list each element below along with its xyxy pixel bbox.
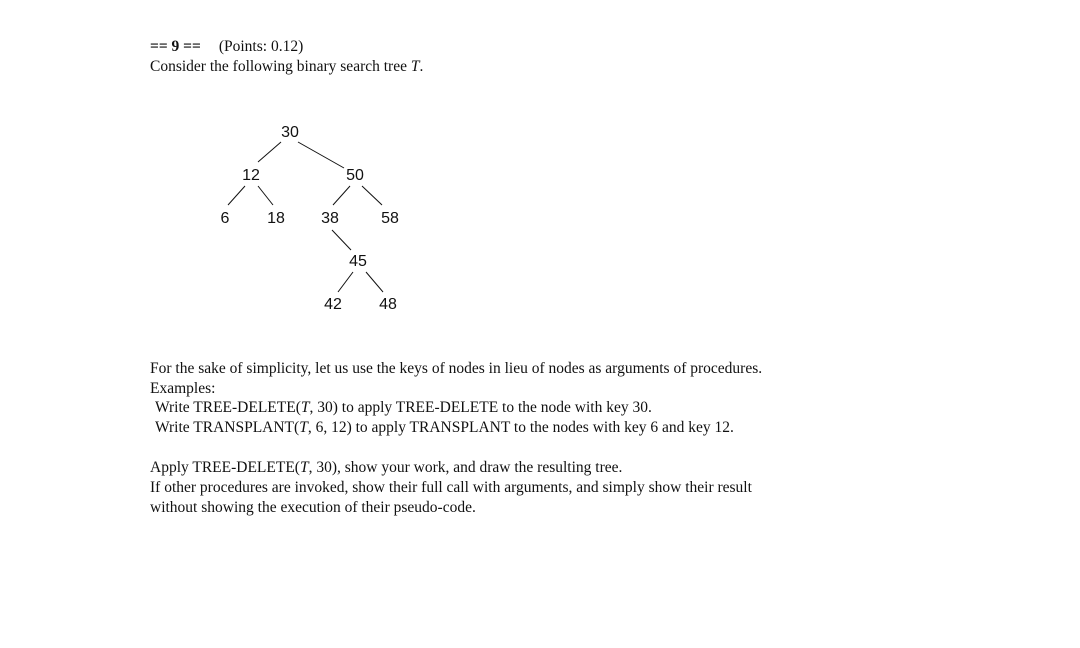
- task-prefix: Apply TREE-DELETE(: [150, 459, 300, 476]
- node-58: 58: [381, 210, 399, 227]
- edge-12-6: [228, 186, 245, 205]
- intro-period: .: [419, 58, 424, 75]
- edge-38-45: [332, 230, 351, 250]
- tree-nodes: [221, 124, 399, 313]
- example-1-var: T: [300, 399, 310, 416]
- edge-12-18: [258, 186, 273, 205]
- simplicity-note: For the sake of simplicity, let us use the keys of nodes in lieu of nodes as arguments of procedures.: [150, 360, 763, 377]
- task-var: T: [299, 459, 309, 476]
- example-1-suffix: , 30) to apply TREE-DELETE to the node with key 30.: [309, 399, 652, 416]
- task-suffix: , 30), show your work, and draw the resulting tree.: [308, 459, 623, 476]
- node-6: 6: [220, 210, 230, 227]
- edge-45-42: [338, 272, 353, 292]
- example-1-prefix: Write TREE-DELETE(: [155, 399, 301, 416]
- node-38: 38: [321, 210, 339, 227]
- procedure-note-1: If other procedures are invoked, show their full call with arguments, and simply show their result: [150, 479, 752, 496]
- node-45: 45: [349, 253, 367, 270]
- example-2-var: T: [299, 419, 308, 436]
- edge-45-48: [366, 272, 383, 292]
- node-30: 30: [281, 124, 299, 141]
- intro-text: Consider the following binary search tree: [150, 58, 411, 75]
- node-12: 12: [242, 167, 260, 184]
- problem-points: (Points: 0.12): [218, 38, 304, 55]
- node-50: 50: [346, 167, 364, 184]
- node-42: 42: [324, 296, 342, 313]
- example-tree-delete: [155, 398, 652, 418]
- edge-50-58: [362, 186, 382, 205]
- edge-30-50: [298, 142, 344, 168]
- example-transplant: [155, 418, 734, 438]
- node-18: 18: [267, 210, 285, 227]
- example-2-suffix: , 6, 12) to apply TRANSPLANT to the nodes with key 6 and key 12.: [307, 419, 734, 436]
- examples-label: Examples:: [150, 380, 216, 397]
- task-instruction: [150, 458, 622, 478]
- procedure-note-2: without showing the execution of their pseudo-code.: [150, 499, 476, 516]
- problem-number: == 9 ==: [150, 38, 201, 55]
- tree-variable: T: [410, 58, 420, 75]
- edge-30-12: [258, 142, 281, 162]
- example-2-prefix: Write TRANSPLANT(: [155, 419, 300, 436]
- node-48: 48: [379, 296, 397, 313]
- edge-50-38: [333, 186, 350, 205]
